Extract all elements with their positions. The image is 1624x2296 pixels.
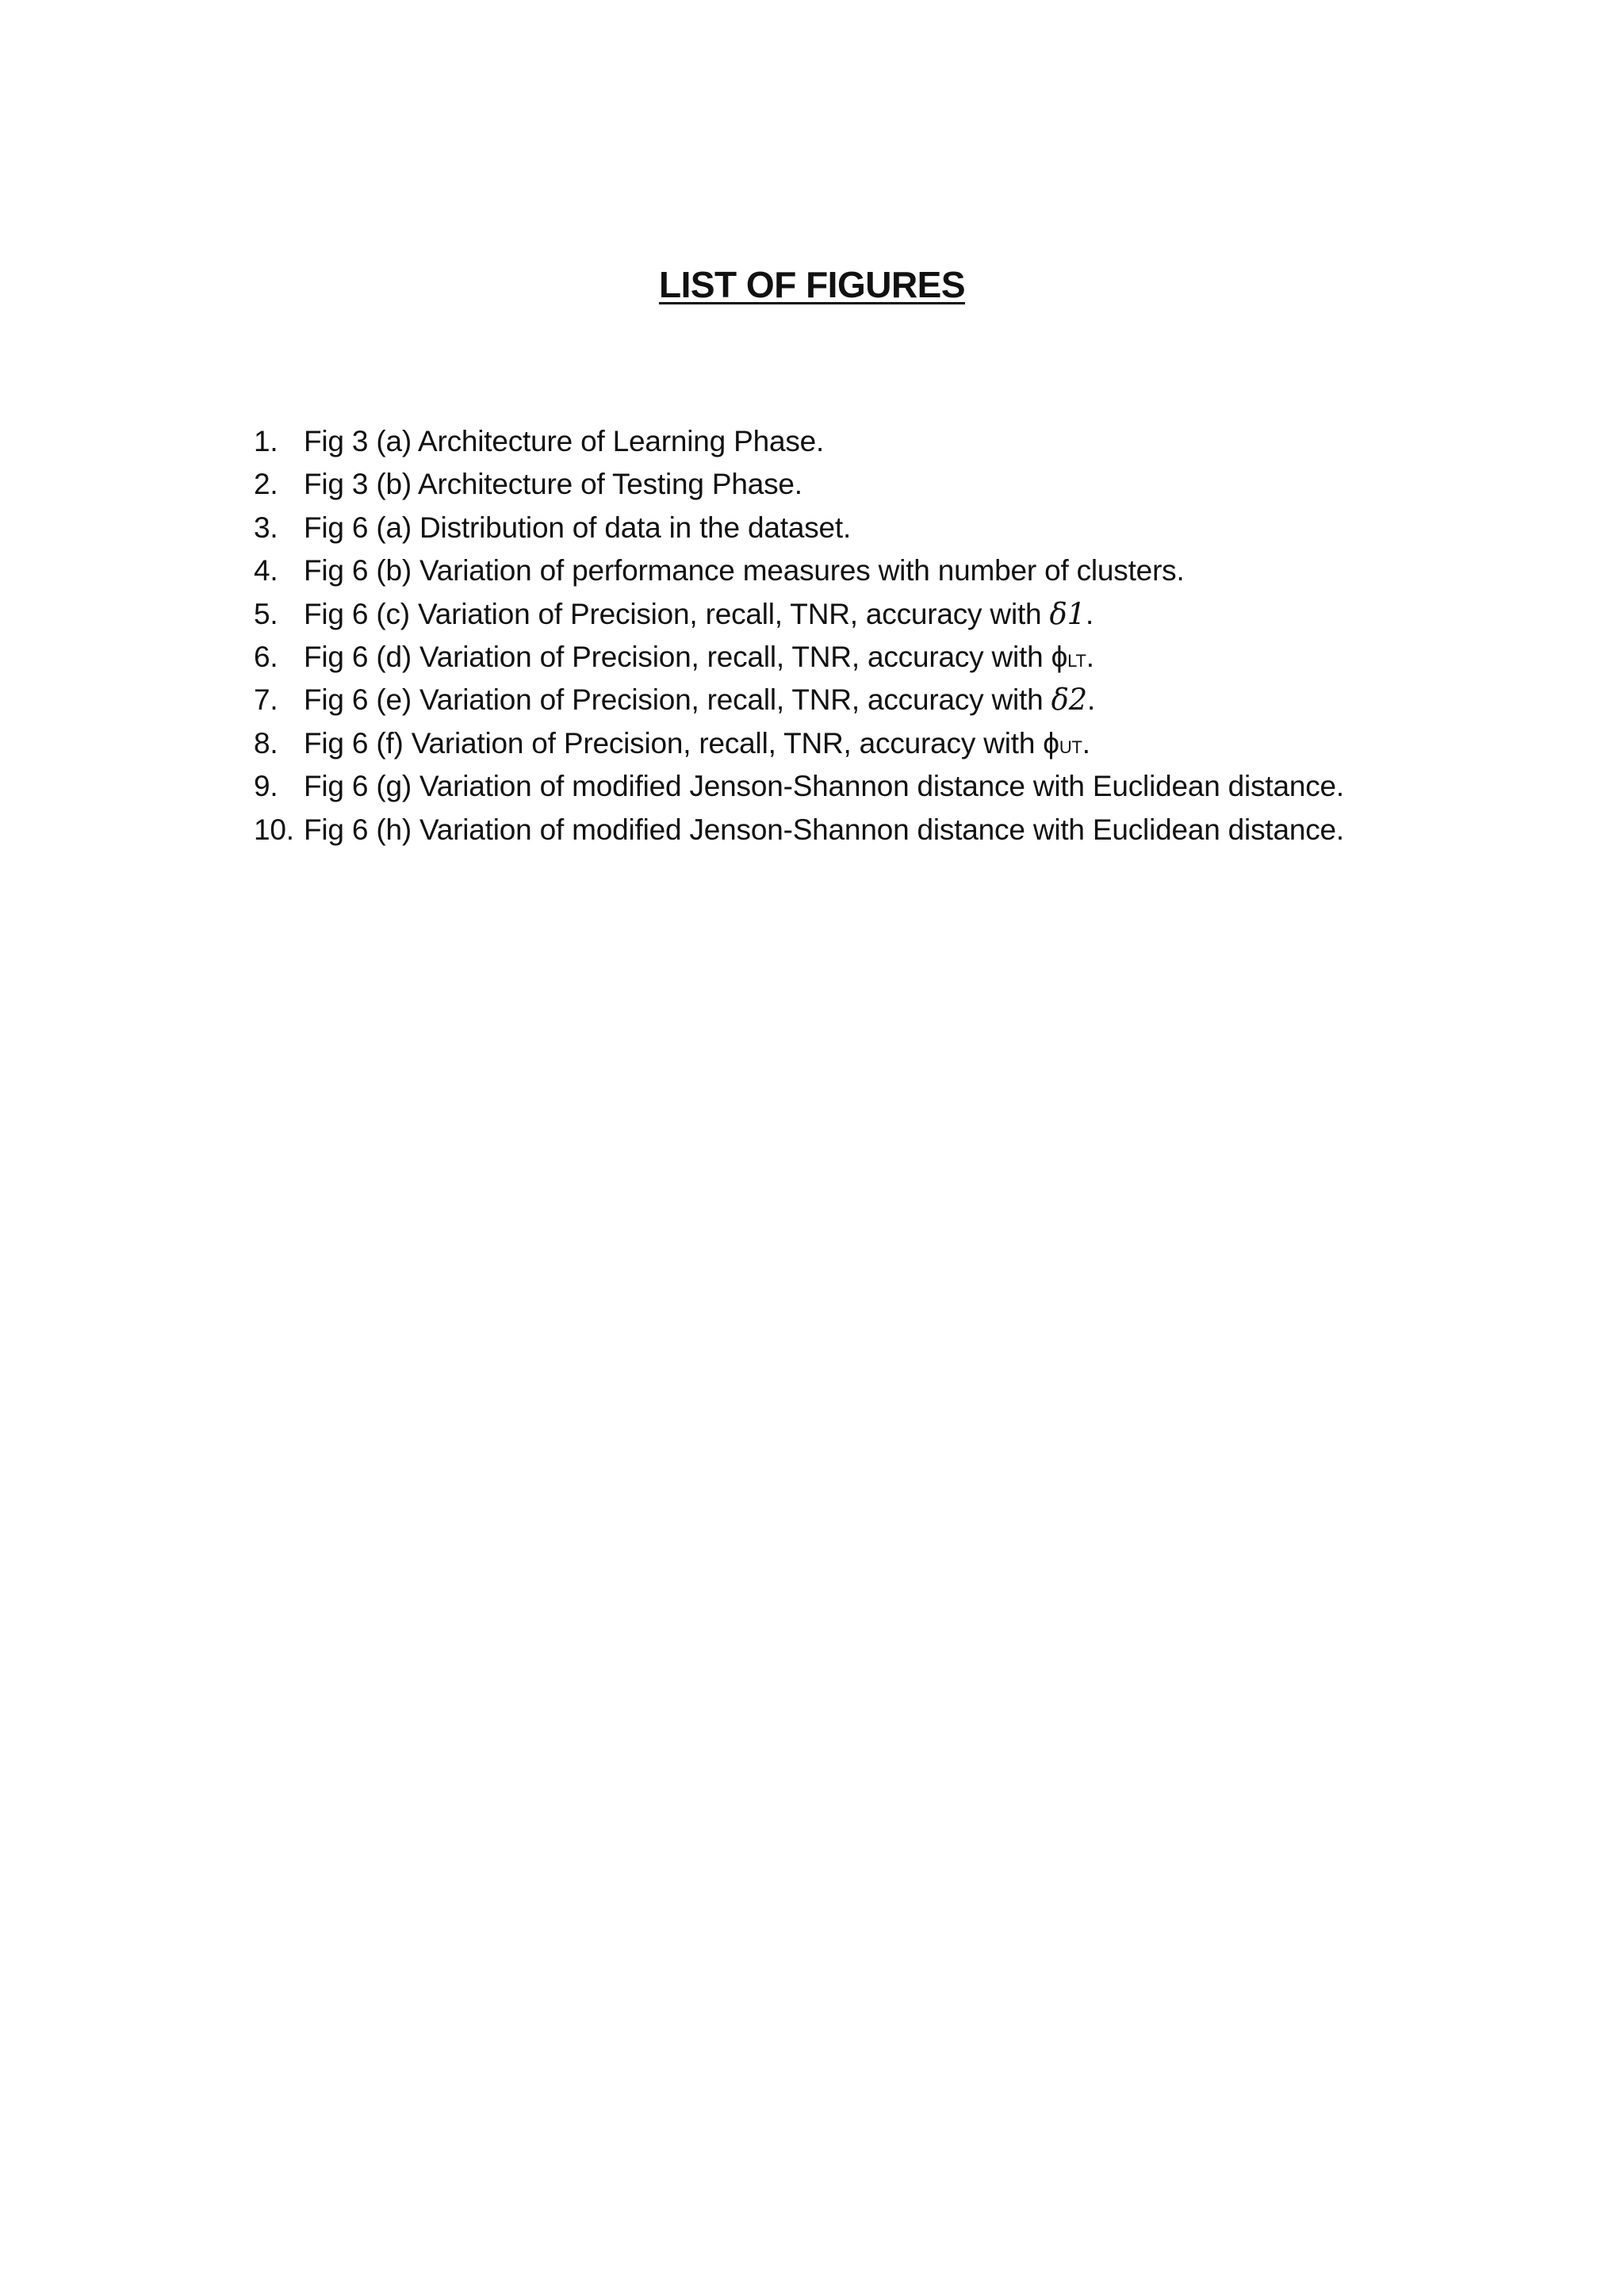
- figure-number: 2.: [254, 468, 278, 501]
- figure-caption: [304, 636, 1094, 683]
- figure-number: 7.: [254, 683, 278, 717]
- figure-caption: [304, 593, 1094, 636]
- figure-list-item-10: [254, 809, 1344, 851]
- delta-symbol: δ2: [1051, 683, 1088, 718]
- figure-list-item-6: [254, 636, 1344, 679]
- figure-caption: Fig 6 (a) Distribution of data in the dataset.: [304, 511, 852, 544]
- figure-list-item-2: [254, 463, 1344, 506]
- figure-number: 3.: [254, 511, 278, 544]
- caption-suffix: .: [1082, 726, 1090, 760]
- figure-number: 5.: [254, 597, 278, 630]
- figure-number: 10.: [254, 813, 294, 846]
- page-title: [0, 263, 1624, 306]
- figure-number: 1.: [254, 425, 278, 457]
- figure-caption-text: Fig 6 (e) Variation of Precision, recall, TNR, accuracy with: [304, 683, 1051, 717]
- delta-symbol: δ1: [1049, 596, 1086, 631]
- phi-symbol: ϕ: [1051, 640, 1068, 673]
- figure-caption: Fig 6 (b) Variation of performance measures with number of clusters.: [304, 554, 1185, 587]
- figure-caption: Fig 6 (h) Variation of modified Jenson-Shannon distance with Euclidean distance.: [304, 813, 1344, 846]
- page-title-text: LIST OF FIGURES: [658, 264, 966, 305]
- caption-suffix: .: [1085, 597, 1094, 630]
- figure-number: 8.: [254, 726, 278, 760]
- figure-list-item-4: [254, 549, 1344, 592]
- phi-subscript: UT: [1059, 737, 1082, 757]
- figure-list-item-9: [254, 765, 1344, 808]
- figure-list-item-5: [254, 593, 1344, 636]
- figure-list-item-1: [254, 420, 1344, 463]
- figure-caption-text: Fig 6 (d) Variation of Precision, recall, TNR, accuracy with: [304, 640, 1051, 673]
- figure-caption: [304, 679, 1095, 721]
- caption-suffix: .: [1086, 640, 1094, 673]
- figure-list-item-8: [254, 722, 1344, 765]
- figure-number: 6.: [254, 640, 278, 673]
- figure-caption: Fig 6 (g) Variation of modified Jenson-Shannon distance with Euclidean distance.: [304, 770, 1344, 803]
- phi-symbol: ϕ: [1043, 726, 1059, 760]
- figure-list-item-7: [254, 679, 1344, 721]
- figure-caption: Fig 3 (a) Architecture of Learning Phase.: [304, 425, 825, 457]
- figure-caption: Fig 3 (b) Architecture of Testing Phase.: [304, 468, 802, 501]
- figure-caption-text: Fig 6 (c) Variation of Precision, recall, TNR, accuracy with: [304, 597, 1050, 630]
- figure-number: 4.: [254, 554, 278, 587]
- figure-caption-text: Fig 6 (f) Variation of Precision, recall, TNR, accuracy with: [304, 726, 1044, 760]
- figure-caption: [304, 722, 1090, 769]
- caption-suffix: .: [1087, 683, 1096, 717]
- phi-subscript: LT: [1067, 650, 1086, 671]
- figure-list: [254, 420, 1344, 851]
- figure-list-item-3: [254, 507, 1344, 549]
- figure-number: 9.: [254, 770, 278, 803]
